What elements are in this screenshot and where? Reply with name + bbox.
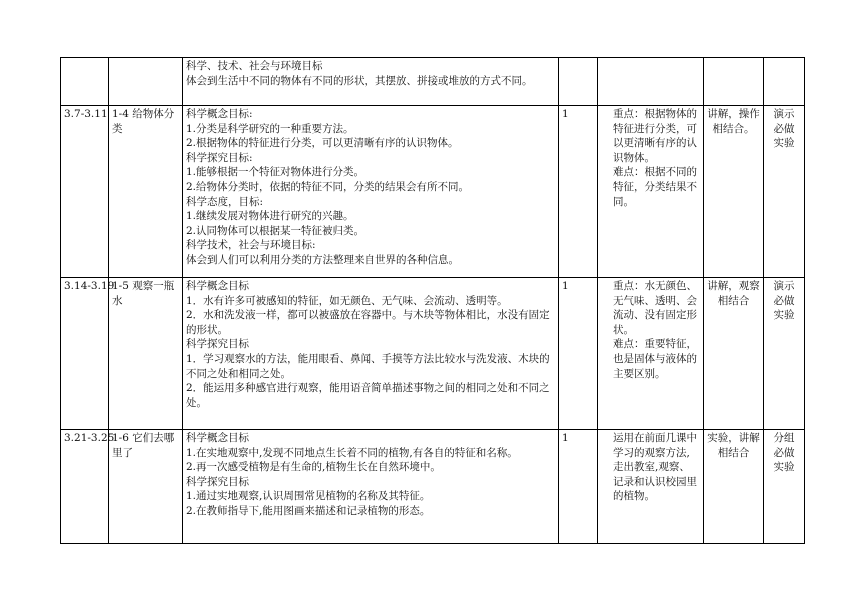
teaching-method-cell <box>704 106 764 278</box>
goals-line: 1.通过实地观察,认识周围常见植物的名称及其特征。 <box>186 490 431 503</box>
date-cell: 3.7-3.11 <box>61 106 109 278</box>
type-line: 演示 <box>773 108 795 120</box>
goals-line: 2.在教师指导下,能用图画来描述和记录植物的形态。 <box>186 504 431 517</box>
focus-line: 难点：重要特征，也是固体与液体的主要区别。 <box>613 338 697 380</box>
goals-line: 科学技术，社会与环境目标: <box>186 239 316 252</box>
experiment-type-cell <box>764 278 805 430</box>
type-line: 分组 <box>773 432 795 444</box>
key-points-cell <box>598 278 704 430</box>
goals-line: 2.给物体分类时，依据的特征不同，分类的结果会有所不同。 <box>186 180 470 193</box>
method-line: 实验，讲解相结合 <box>707 432 760 459</box>
goals-line: 体会到生活中不同的物体有不同的形状，其摆放、拼接或堆放的方式不同。 <box>186 74 533 87</box>
goals-line: 1．学习观察水的方法，能用眼看、鼻闻、手摸等方法比较水与洗发液、木块的不同之处和相同之处。 <box>186 352 550 380</box>
lesson-title-cell <box>109 58 183 106</box>
class-hours-cell: 1 <box>559 430 598 544</box>
key-points-cell <box>598 58 704 106</box>
class-hours-cell: 1 <box>559 106 598 278</box>
teaching-goals-cell <box>183 58 559 106</box>
experiment-type-cell <box>764 106 805 278</box>
teaching-goals-cell <box>183 278 559 430</box>
goals-line: 1.分类是科学研究的一种重要方法。 <box>186 122 354 135</box>
key-points-cell <box>598 430 704 544</box>
lesson-title-cell: 1-5 观察一瓶水 <box>109 278 183 430</box>
lesson-title-cell: 1-6 它们去哪里了 <box>109 430 183 544</box>
goals-line: 2．水和洗发液一样，都可以被盛放在容器中。与木块等物体相比，水没有固定的形状。 <box>186 309 550 336</box>
teaching-method-cell <box>704 58 764 106</box>
focus-line: 运用在前面几课中学习的观察方法,走出教室,观察、记录和认识校园里的植物。 <box>613 432 697 503</box>
goals-line: 1．水有许多可被感知的特征，如无颜色、无气味、会流动、透明等。 <box>186 294 508 307</box>
focus-line: 重点：水无颜色、无气味、透明、会流动、没有固定形状。 <box>613 280 697 336</box>
table-row <box>61 58 805 106</box>
goals-line: 1.在实地观察中,发现不同地点生长着不同的植物,有各自的特征和名称。 <box>186 446 518 459</box>
method-line: 讲解，操作相结合。 <box>707 108 760 135</box>
lesson-title-cell: 1-4 给物体分类 <box>109 106 183 278</box>
goals-line: 科学概念目标: <box>186 108 253 120</box>
teaching-goals-cell <box>183 106 559 278</box>
goals-line: 1.继续发展对物体进行研究的兴趣。 <box>186 210 354 223</box>
type-line: 实验 <box>773 461 795 474</box>
goals-line: 科学探究目标 <box>186 338 249 351</box>
teaching-method-cell <box>704 430 764 544</box>
class-hours-cell <box>559 58 598 106</box>
goals-line: 2．能运用多种感官进行观察，能用语音简单描述事物之间的相同之处和不同之处。 <box>186 382 550 409</box>
date-cell <box>61 58 109 106</box>
lesson-plan-body <box>61 58 805 544</box>
goals-line: 体会到人们可以利用分类的方法整理来自世界的各种信息。 <box>186 253 459 266</box>
focus-line: 重点：根据物体的特征进行分类，可以更清晰有序的认识物体。 <box>613 108 697 164</box>
class-hours-cell: 1 <box>559 278 598 430</box>
type-line: 演示 <box>773 280 795 292</box>
goals-line: 科学、技术、社会与环境目标 <box>186 60 323 72</box>
goals-line: 科学探究目标: <box>186 151 253 164</box>
method-line: 讲解，观察相结合 <box>707 280 760 307</box>
goals-line: 1.能够根据一个特征对物体进行分类。 <box>186 166 365 179</box>
goals-line: 2.认同物体可以根据某一特征被归类。 <box>186 224 365 237</box>
goals-line: 科学概念目标 <box>186 432 249 444</box>
experiment-type-cell <box>764 430 805 544</box>
teaching-goals-cell <box>183 430 559 544</box>
date-cell: 3.21-3.25 <box>61 430 109 544</box>
table-row <box>61 106 805 278</box>
type-line: 实验 <box>773 137 795 150</box>
table-row <box>61 278 805 430</box>
experiment-type-cell <box>764 58 805 106</box>
table-row <box>61 430 805 544</box>
date-cell: 3.14-3.19 <box>61 278 109 430</box>
goals-line: 2.再一次感受植物是有生命的,植物生长在自然环境中。 <box>186 461 441 474</box>
goals-line: 科学探究目标 <box>186 475 249 488</box>
lesson-plan-table <box>60 57 805 544</box>
goals-line: 科学概念目标 <box>186 280 249 292</box>
type-line: 必做 <box>773 294 795 307</box>
teaching-method-cell <box>704 278 764 430</box>
type-line: 必做 <box>773 122 795 135</box>
key-points-cell <box>598 106 704 278</box>
focus-line: 难点：根据不同的特征，分类结果不同。 <box>613 166 697 208</box>
type-line: 必做 <box>773 446 795 459</box>
goals-line: 2.根据物体的特征进行分类，可以更清晰有序的认识物体。 <box>186 137 459 150</box>
goals-line: 科学态度，目标: <box>186 195 264 208</box>
type-line: 实验 <box>773 309 795 322</box>
